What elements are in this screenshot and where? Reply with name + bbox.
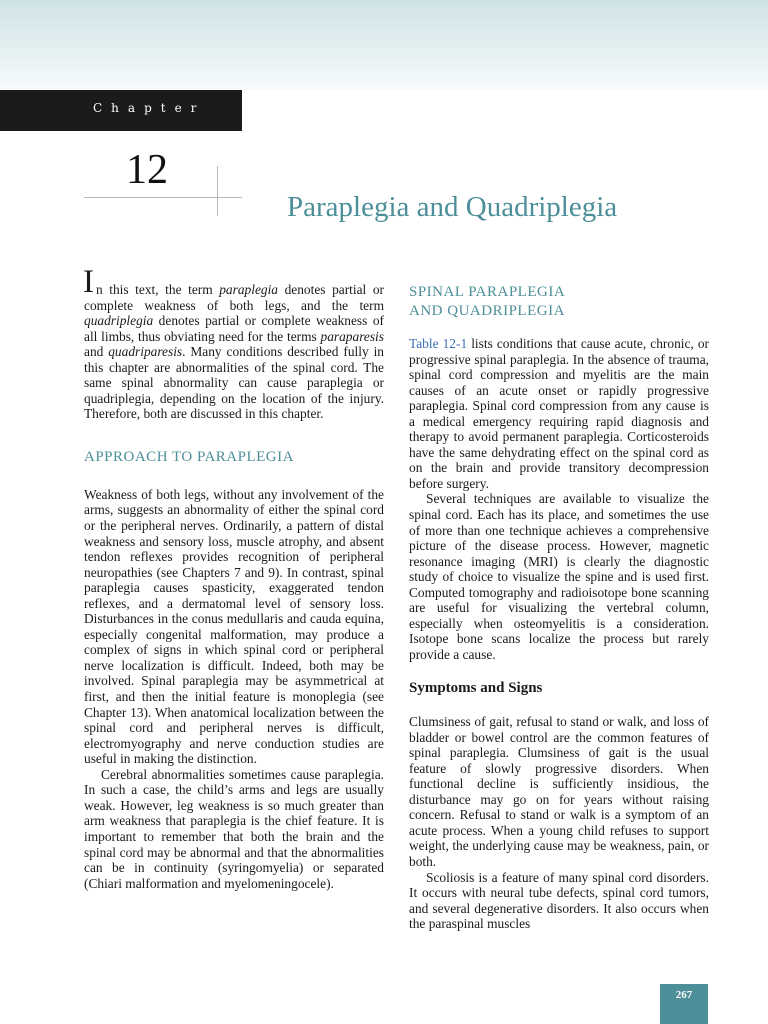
term-quadriplegia: quadriplegia — [84, 313, 154, 329]
chapter-title: Paraplegia and Quadriplegia — [287, 191, 618, 223]
term-quadriparesis: quadriparesis — [108, 344, 183, 360]
subheading-symptoms: Symptoms and Signs — [409, 680, 543, 697]
right-column — [409, 283, 709, 932]
body-paragraph — [409, 336, 709, 491]
section-heading-approach: APPROACH TO PARAPLEGIA — [84, 448, 294, 465]
body-paragraph: Several techniques are available to visualize the spinal cord. Each has its place, and sometimes the use of more than one technique achieves a comprehensive picture of the disease process. However, magnetic resonance imaging (MRI) is clearly the diagnostic study of choice to visualize the spine and is used first. Computed tomography and radioisotope bone scanning are useful for visualizing the vertebral column, especially when osteomyelitis is a consideration. Isotope bone scans localize the process but rarely provide a cause. — [409, 491, 709, 662]
body-paragraph: Clumsiness of gait, refusal to stand or walk, and loss of bladder or bowel control are the common features of spinal paraplegia. Clumsiness of gait is the usual feature of slowly progressive disorders. When functional decline is sufficiently insidious, the disturbance may go on for years without raising concern. Refusal to stand or walk is a symptom of an acute process. When a young child refuses to support weight, the underlying cause may be weakness, pain, or both. — [409, 714, 709, 869]
table-reference-link[interactable]: Table 12-1 — [409, 336, 468, 351]
heading-line: AND QUADRIPLEGIA — [409, 303, 565, 319]
divider-horizontal — [84, 197, 242, 198]
term-paraplegia: paraplegia — [219, 282, 279, 297]
intro-text: and — [84, 344, 109, 360]
body-paragraph: Cerebral abnormalities sometimes cause paraplegia. In such a case, the child’s arms and legs are usually weak. However, leg weakness is so much greater than arm weakness that paraplegia is the chief feature. It is important to remember that both the brain and the spinal cord may be abnormal and that the abnormalities can be in continuity (syringomyelia) or separated (Chiari malformation and myelomeningocele). — [84, 766, 384, 891]
intro-text: n this text, the term — [96, 282, 220, 297]
intro-paragraph — [83, 264, 384, 422]
header-band — [0, 0, 768, 90]
body-paragraph: Scoliosis is a feature of many spinal cord disorders. It occurs with neural tube defects, spinal cord tumors, and several degenerative disorders. It also occurs when the paraspinal muscles — [409, 869, 709, 932]
chapter-number: 12 — [126, 147, 168, 193]
section-heading-spinal — [409, 283, 709, 321]
page-number: 267 — [675, 989, 693, 1001]
drop-cap: I — [83, 264, 94, 300]
body-paragraph: Weakness of both legs, without any involvement of the arms, suggests an abnormality of either the spinal cord or the peripheral nerves. Ordinarily, a pattern of distal weakness and sensory loss, muscle atrophy, and absent tendon reflexes provides recognition of peripheral neuropathies (see Chapters 7 and 9). In contrast, spinal paraplegia causes spasticity, exaggerated tendon reflexes, and a dermatomal level of sensory loss. Disturbances in the conus medullaris and cauda equina, especially congenital malformation, may produce a complex of signs in which spinal cord or peripheral nerve localization is difficult. Indeed, both may be involved. Spinal paraplegia may be asymmetrical at first, and then the initial feature is monoplegia (see Chapter 13). When anatomical localization between the spinal cord and peripheral nerves is difficult, electromyography and nerve conduction studies are useful in making the distinction. — [84, 486, 384, 767]
heading-line: SPINAL PARAPLEGIA — [409, 284, 566, 300]
divider-vertical — [217, 166, 218, 216]
term-paraparesis: paraparesis — [320, 328, 384, 344]
chapter-label: Chapter — [93, 101, 206, 115]
left-column — [83, 264, 384, 891]
intro-text: denotes partial or complete weakness of both legs, and the term — [84, 282, 384, 313]
paragraph-text: lists conditions that cause acute, chronic, or progressive spinal paraplegia. In the absence of trauma, spinal cord compression and myelitis are the main causes of an acute onset or rapidly progressive paraplegia. Spinal cord compression from any cause is a medical emergency requiring rapid diagnosis and therapy to avoid permanent paraplegia. Corticosteroids have the same dehydrating effect on the spinal cord as on the brain and provide transitory decompression before surgery. — [409, 336, 709, 491]
intro-text: denotes partial or complete weakness of all limbs, thus obviating need for the terms — [84, 313, 384, 344]
intro-text: . Many conditions described fully in this chapter are abnormalities of the spinal cord. The same spinal abnormality can cause paraplegia or quadriplegia, depending on the location of the injury. Therefore, both are discussed in this chapter. — [84, 344, 384, 422]
